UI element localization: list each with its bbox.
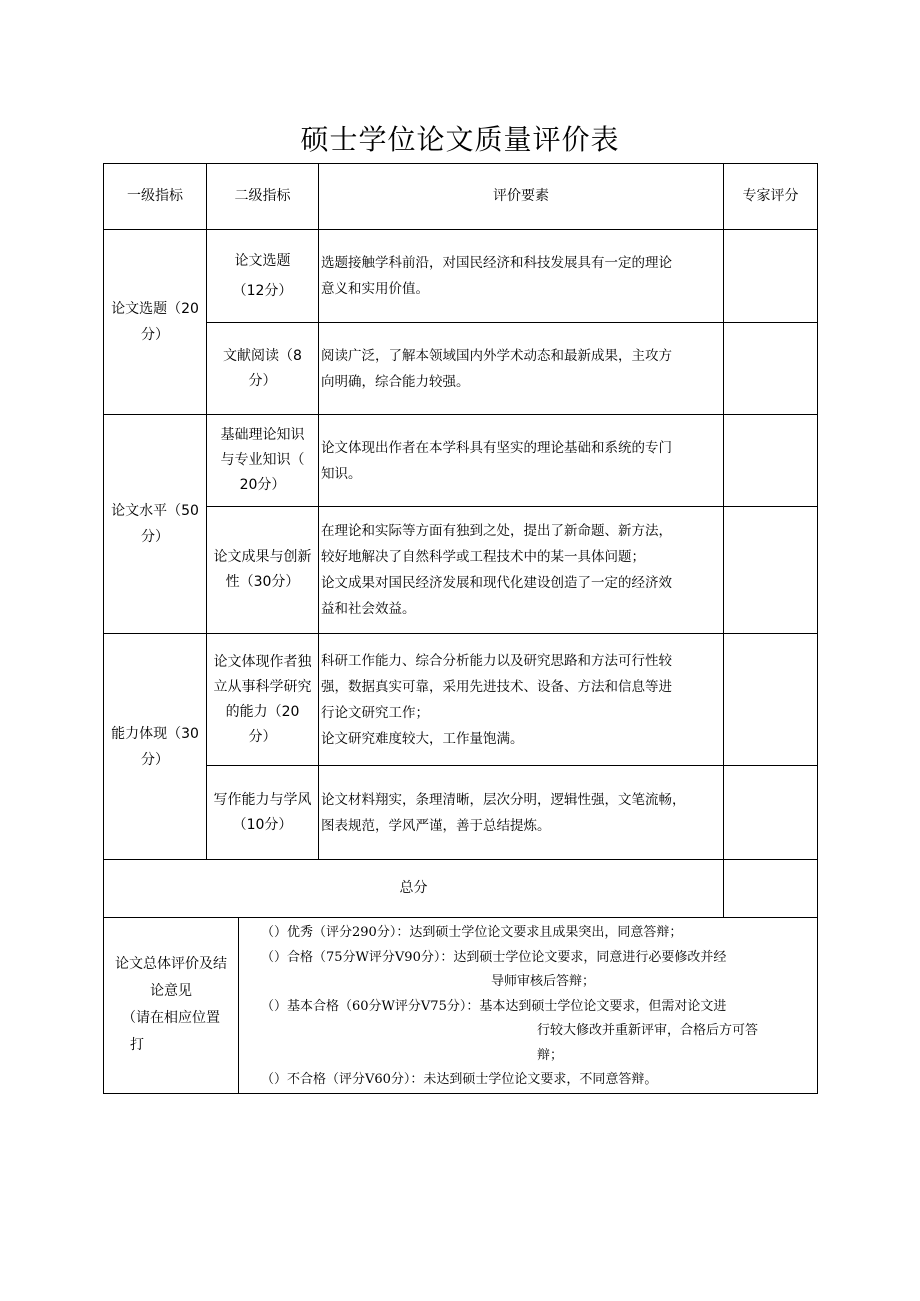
header-level2: 二级指标 (207, 164, 319, 230)
item-name: 论文体现作者独 立从事科学研究 的能力（20 分） (207, 634, 319, 766)
item-criteria: 在理论和实际等方面有独到之处，提出了新命题、新方法， 较好地解决了自然科学或工程技术中的某一具体问题； 论文成果对国民经济发展和现代化建设创造了一定的经济效 益和社会效益。 (319, 507, 724, 634)
item-criteria: 科研工作能力、综合分析能力以及研究思路和方法可行性较 强，数据真实可靠，采用先进技术、设备、方法和信息等进 行论文研究工作； 论文研究难度较大，工作量饱满。 (319, 634, 724, 766)
option-pass[interactable]: （）合格（75分W评分V90分）：达到硕士学位论文要求，同意进行必要修改并经 导师审核后答辩； (261, 949, 727, 989)
score-cell[interactable] (724, 766, 818, 860)
score-cell[interactable] (724, 323, 818, 415)
item-name: 论文选题 （12分） (207, 230, 319, 323)
group-label-level: 论文水平（50 分） (104, 415, 207, 634)
header-level1: 一级指标 (104, 164, 207, 230)
header-score: 专家评分 (724, 164, 818, 230)
item-criteria: 阅读广泛，了解本领域国内外学术动态和最新成果，主攻方 向明确，综合能力较强。 (319, 323, 724, 415)
score-cell[interactable] (724, 507, 818, 634)
item-criteria: 论文体现出作者在本学科具有坚实的理论基础和系统的专门 知识。 (319, 415, 724, 507)
item-name: 论文成果与创新 性（30分） (207, 507, 319, 634)
option-fail[interactable]: （）不合格（评分V60分）：未达到硕士学位论文要求，不同意答辩。 (261, 1072, 658, 1087)
item-criteria: 选题接触学科前沿，对国民经济和科技发展具有一定的理论 意义和实用价值。 (319, 230, 724, 323)
option-basic-pass[interactable]: （）基本合格（60分W评分V75分）：基本达到硕士学位论文要求，但需对论文进 行较大修改并重新评审，合格后方可答 辩； (261, 998, 759, 1063)
group-label-ability: 能力体现（30 分） (104, 634, 207, 860)
item-name: 写作能力与学风 （10分） (207, 766, 319, 860)
score-cell[interactable] (724, 230, 818, 323)
item-name: 文献阅读（8 分） (207, 323, 319, 415)
overall-label: 论文总体评价及结 论意见 （请在相应位置 打 (104, 918, 239, 1094)
total-label: 总分 (104, 860, 724, 918)
score-cell[interactable] (724, 634, 818, 766)
score-cell[interactable] (724, 415, 818, 507)
item-criteria: 论文材料翔实，条理清晰，层次分明，逻辑性强，文笔流畅， 图表规范，学风严谨，善于总结提炼。 (319, 766, 724, 860)
page-title: 硕士学位论文质量评价表 (300, 123, 620, 156)
overall-options (239, 918, 818, 1094)
evaluation-table (103, 163, 818, 1094)
total-score-cell[interactable] (724, 860, 818, 918)
option-excellent[interactable]: （）优秀（评分290分）：达到硕士学位论文要求且成果突出，同意答辩； (261, 925, 683, 940)
group-label-topic: 论文选题（20 分） (104, 230, 207, 415)
header-criteria: 评价要素 (319, 164, 724, 230)
item-name: 基础理论知识 与专业知识（ 20分） (207, 415, 319, 507)
